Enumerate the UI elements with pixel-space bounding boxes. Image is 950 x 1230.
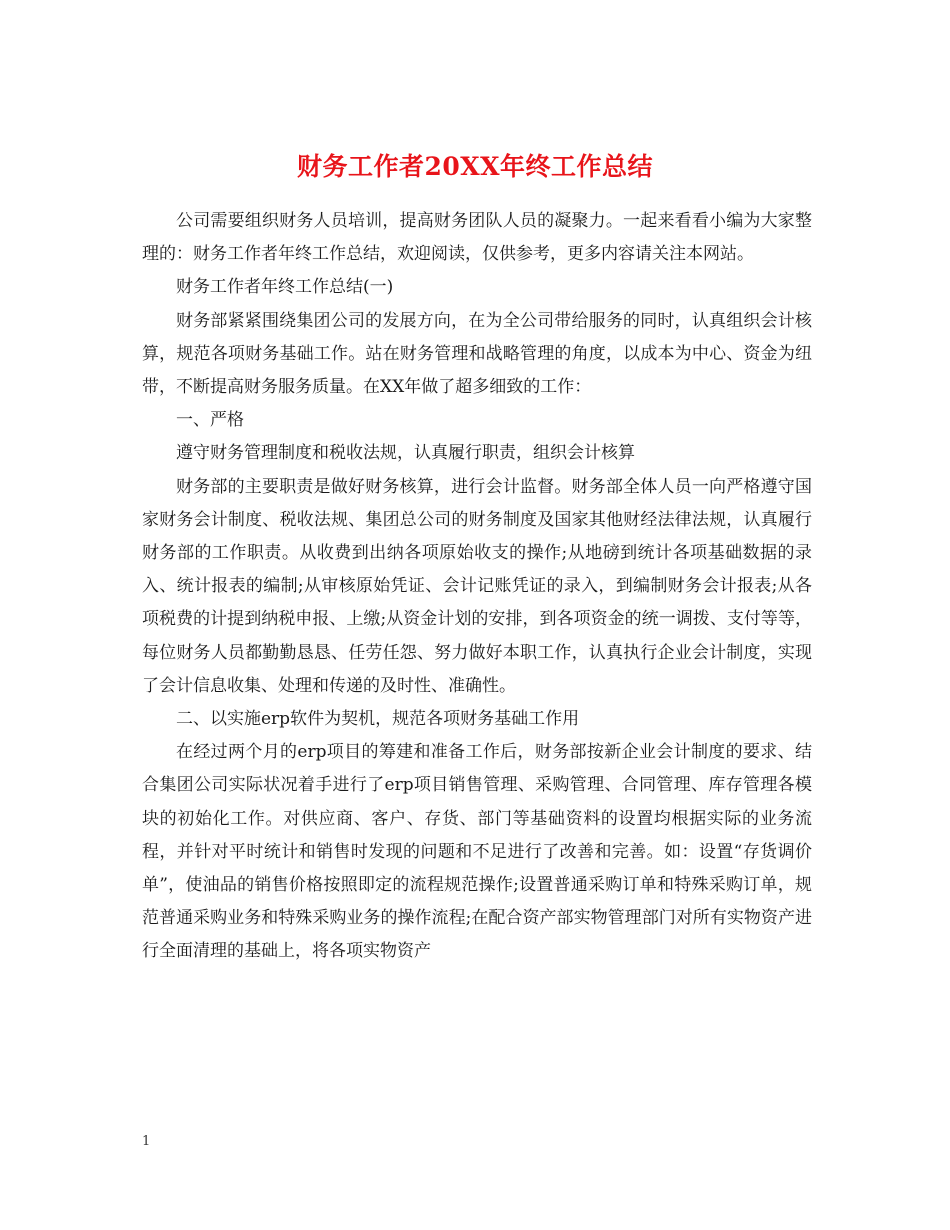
- body-paragraph: 在经过两个月的erp项目的筹建和准备工作后，财务部按新企业会计制度的要求、结合集团公司实际状况着手进行了erp项目销售管理、采购管理、合同管理、库存管理各模块的初始化工作。对供应商、客户、存货、部门等基础资料的设置均根据实际的业务流程，并针对平时统计和销售时发现的问题和不足进行了改善和完善。如：设置“存货调价单”，使油品的销售价格按照即定的流程规范操作;设置普通采购订单和特殊采购订单，规范普通采购业务和特殊采购业务的操作流程;在配合资产部实物管理部门对所有实物资产进行全面清理的基础上，将各项实物资产: [142, 742, 812, 962]
- body-paragraph: 财务部紧紧围绕集团公司的发展方向，在为全公司带给服务的同时，认真组织会计核算，规范各项财务基础工作。站在财务管理和战略管理的角度，以成本为中心、资金为纽带，不断提高财务服务质量。在XX年做了超多细致的工作：: [142, 310, 812, 398]
- subsection-heading: 二、以实施erp软件为契机，规范各项财务基础工作用: [176, 709, 580, 730]
- subsection-heading: 一、严格: [176, 410, 244, 431]
- section-heading: 财务工作者年终工作总结(一): [176, 277, 394, 298]
- intro-paragraph: 公司需要组织财务人员培训，提高财务团队人员的凝聚力。一起来看看小编为大家整理的：财务工作者年终工作总结，欢迎阅读，仅供参考，更多内容请关注本网站。: [142, 211, 812, 265]
- body-paragraph: 财务部的主要职责是做好财务核算，进行会计监督。财务部全体人员一向严格遵守国家财务会计制度、税收法规、集团总公司的财务制度及国家其他财经法律法规，认真履行财务部的工作职责。从收费到出纳各项原始收支的操作;从地磅到统计各项基础数据的录入、统计报表的编制;从审核原始凭证、会计记账凭证的录入，到编制财务会计报表;从各项税费的计提到纳税申报、上缴;从资金计划的安排，到各项资金的统一调拨、支付等等，每位财务人员都勤勤恳恳、任劳任怨、努力做好本职工作，认真执行企业会计制度，实现了会计信息收集、处理和传递的及时性、准确性。: [142, 476, 812, 696]
- page-number: 1: [142, 1134, 151, 1149]
- subsection-subtitle: 遵守财务管理制度和税收法规，认真履行职责，组织会计核算: [176, 443, 635, 464]
- document-title: 财务工作者20XX年终工作总结: [296, 151, 654, 181]
- document-body: [142, 205, 812, 969]
